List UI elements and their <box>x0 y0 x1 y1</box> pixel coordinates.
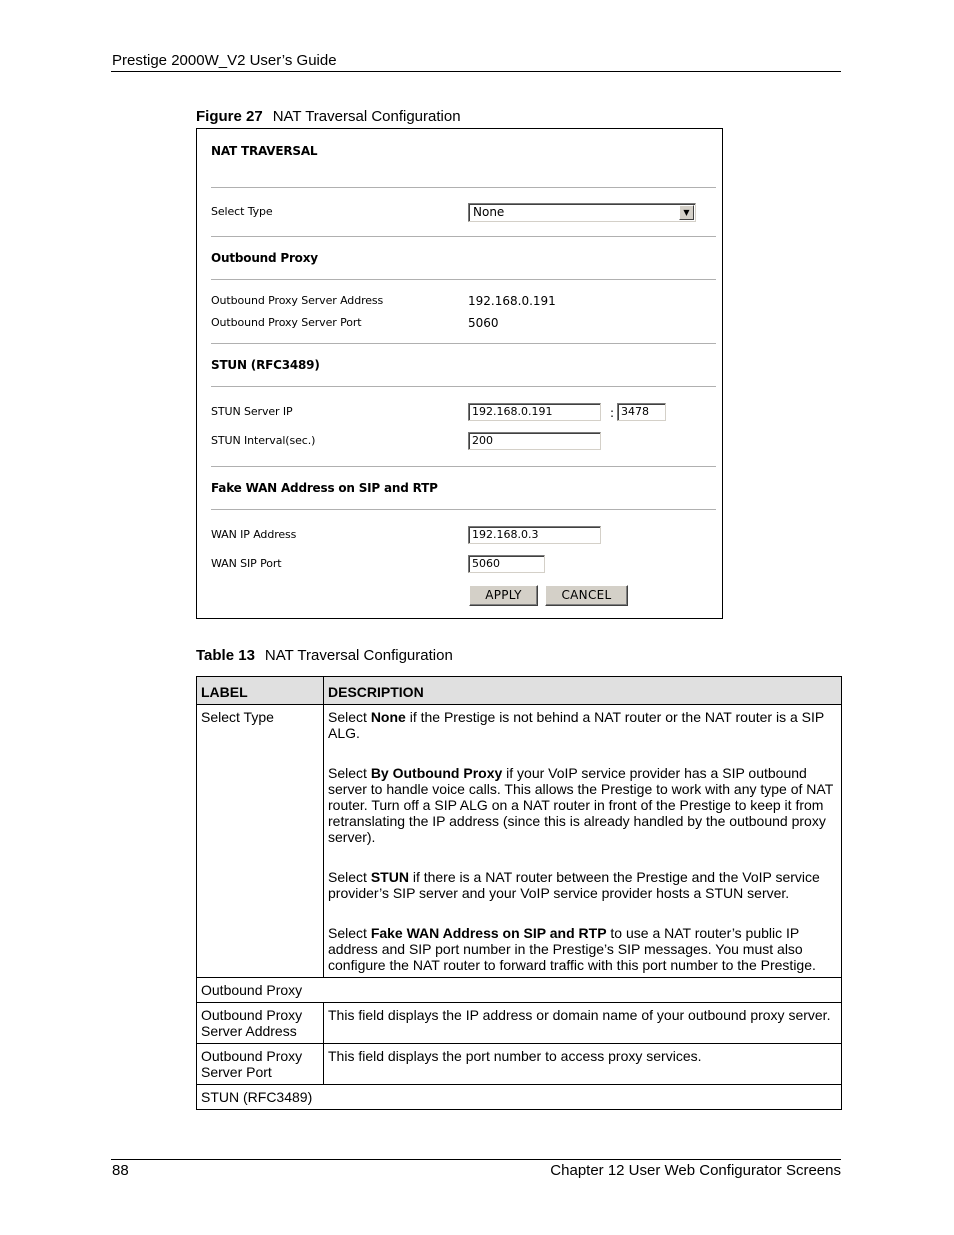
cancel-button[interactable]: CANCEL <box>545 585 628 606</box>
figure-caption <box>196 108 461 125</box>
dropdown-arrow-icon[interactable]: ▼ <box>679 205 694 220</box>
divider <box>211 386 716 388</box>
description-table <box>196 676 842 1110</box>
select-type-label: Select Type <box>211 205 273 218</box>
row-label: Select Type <box>197 705 324 978</box>
row-label: Outbound Proxy Server Port <box>197 1044 324 1085</box>
header-description: DESCRIPTION <box>324 677 842 705</box>
wan-sip-port-label: WAN SIP Port <box>211 557 282 570</box>
row-label: Outbound Proxy Server Address <box>197 1003 324 1044</box>
row-description <box>324 705 842 978</box>
wan-ip-label: WAN IP Address <box>211 528 297 541</box>
table-row <box>197 1085 842 1110</box>
figure-title: NAT Traversal Configuration <box>272 108 461 125</box>
proxy-address-value: 192.168.0.191 <box>468 294 556 308</box>
stun-heading: STUN (RFC3489) <box>211 358 320 372</box>
chapter-title: Chapter 12 User Web Configurator Screens <box>550 1162 841 1179</box>
wan-sip-port-input[interactable]: 5060 <box>468 555 545 573</box>
desc-paragraph: Select None if the Prestige is not behind a NAT router or the NAT router is a SIP ALG. <box>328 709 824 741</box>
footer-rule <box>111 1159 841 1160</box>
desc-paragraph: Select By Outbound Proxy if your VoIP service provider has a SIP outbound server to handle voice calls. This allows the Prestige to work with any type of NAT router. Turn off a SIP ALG on a NAT router in front of the Prestige to keep it from retranslating the IP address (since this is already handled by the outbound proxy server). <box>328 765 834 845</box>
divider <box>211 279 716 281</box>
row-description: This field displays the IP address or domain name of your outbound proxy server. <box>324 1003 842 1044</box>
divider <box>211 236 716 238</box>
running-header: Prestige 2000W_V2 User’s Guide <box>112 52 337 69</box>
divider <box>211 466 716 468</box>
select-type-dropdown[interactable] <box>468 203 696 222</box>
table-row <box>197 1003 842 1044</box>
table-header-row <box>197 677 842 705</box>
table-label: Table 13 <box>196 647 255 664</box>
row-description: This field displays the port number to access proxy services. <box>324 1044 842 1085</box>
wan-ip-input[interactable]: 192.168.0.3 <box>468 526 601 544</box>
fake-wan-heading: Fake WAN Address on SIP and RTP <box>211 481 438 495</box>
stun-interval-label: STUN Interval(sec.) <box>211 434 316 447</box>
divider <box>211 509 716 511</box>
table-row <box>197 1044 842 1085</box>
stun-interval-input[interactable]: 200 <box>468 432 601 450</box>
divider <box>211 343 716 345</box>
section-row-outbound-proxy: Outbound Proxy <box>197 978 842 1003</box>
stun-server-ip-input[interactable]: 192.168.0.191 <box>468 403 601 421</box>
section-row-stun: STUN (RFC3489) <box>197 1085 842 1110</box>
header-rule <box>111 71 841 72</box>
proxy-address-label: Outbound Proxy Server Address <box>211 294 384 307</box>
proxy-port-label: Outbound Proxy Server Port <box>211 316 362 329</box>
desc-paragraph: Select Fake WAN Address on SIP and RTP to use a NAT router’s public IP address and SIP port number in the Prestige’s SIP messages. You must also configure the NAT router to forward traffic with this port number to the Prestige. <box>328 925 816 973</box>
select-type-value: None <box>473 205 505 219</box>
table-title: NAT Traversal Configuration <box>264 647 453 664</box>
stun-port-input[interactable]: 3478 <box>617 403 666 421</box>
desc-paragraph: Select STUN if there is a NAT router between the Prestige and the VoIP service provider’s SIP server and your VoIP service provider hosts a STUN server. <box>328 869 820 901</box>
table-row <box>197 705 842 978</box>
stun-server-ip-label: STUN Server IP <box>211 405 293 418</box>
nat-traversal-screen <box>196 128 723 619</box>
port-separator: : <box>610 406 615 420</box>
table-caption <box>196 647 453 664</box>
outbound-proxy-heading: Outbound Proxy <box>211 251 318 265</box>
table-row <box>197 978 842 1003</box>
figure-label: Figure 27 <box>196 108 263 125</box>
nat-traversal-heading: NAT TRAVERSAL <box>211 144 318 158</box>
header-label: LABEL <box>197 677 324 705</box>
page-number: 88 <box>112 1162 129 1179</box>
divider <box>211 187 716 189</box>
proxy-port-value: 5060 <box>468 316 499 330</box>
apply-button[interactable]: APPLY <box>469 585 538 606</box>
